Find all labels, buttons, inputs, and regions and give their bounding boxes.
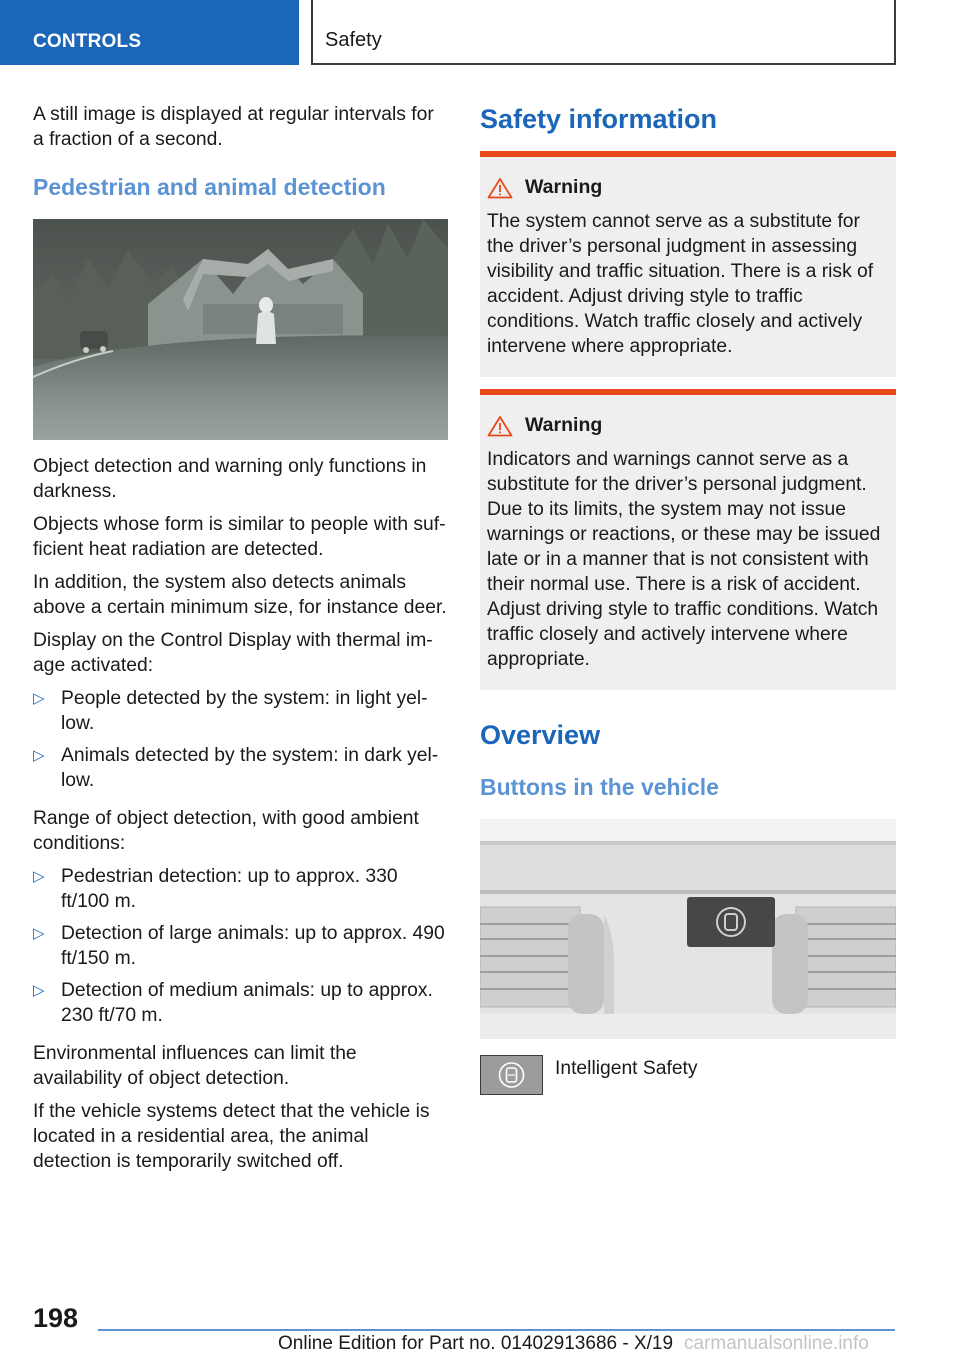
intelligent-safety-row	[480, 1055, 896, 1095]
thermal-image-figure	[33, 219, 448, 440]
triangle-bullet-icon: ▷	[33, 925, 45, 942]
pedestrian-detection-heading: Pedestrian and animal detection	[33, 174, 386, 200]
warning-text: The system cannot serve as a substitute for the driver’s personal judgment in assessing visibility and traffic situation. There is a risk of accident. Adjust driving style to traffic conditions. Watch traffic closely and actively intervene where appropriate.	[487, 211, 874, 357]
paragraph-darkness: Object detection and warning only functions in darkness.	[33, 456, 427, 502]
paragraph-range: Range of object detection, with good ambient conditions:	[33, 808, 419, 854]
list-item: ▷ Detection of large animals: up to approx. 490 ft/150 m.	[33, 923, 445, 969]
warning-header	[487, 414, 888, 437]
list-item: ▷ People detected by the system: in light yellow.	[33, 688, 428, 734]
left-column	[33, 102, 448, 1182]
paragraph-animals: In addition, the system also detects animals above a certain minimum size, for instance deer.	[33, 572, 447, 618]
edition-text: Online Edition for Part no. 01402913686 - X/19	[278, 1333, 674, 1354]
paragraph-environment: Environmental influences can limit the availability of object detection.	[33, 1043, 357, 1089]
chapter-title: Safety	[311, 0, 896, 65]
triangle-bullet-icon: ▷	[33, 747, 45, 764]
buttons-heading: Buttons in the vehicle	[480, 774, 719, 800]
right-column	[480, 102, 896, 1095]
intelligent-safety-label: Intelligent Safety	[555, 1058, 698, 1079]
paragraph-heat-radiation: Objects whose form is similar to people with sufficient heat radiation are detected.	[33, 514, 446, 560]
warning-box	[480, 151, 896, 377]
watermark: carmanualsonline.info	[684, 1333, 869, 1354]
triangle-bullet-icon: ▷	[33, 982, 45, 999]
warning-title: Warning	[525, 414, 603, 436]
warning-text: Indicators and warnings cannot serve as a substitute for the driver’s personal judgment. Due to its limits, the system may not issue warnings or reactions, or these may be issued late or in a manner that is not consistent with their normal use. There is a risk of accident. Adjust driving style to traffic conditions. Watch traffic closely and actively intervene where appropriate.	[487, 449, 881, 670]
section-tab: CONTROLS	[0, 0, 299, 65]
warning-header	[487, 176, 888, 199]
intro-paragraph: A still image is displayed at regular intervals for a fraction of a second.	[33, 104, 434, 150]
paragraph-residential: If the vehicle systems detect that the vehicle is located in a residential area, the animal detection is temporarily switched off.	[33, 1101, 430, 1172]
overview-heading: Overview	[480, 720, 601, 750]
color-list	[33, 686, 448, 793]
vehicle-buttons-figure	[480, 819, 896, 1039]
list-item: ▷ Animals detected by the system: in dark yellow.	[33, 745, 439, 791]
paragraph-display: Display on the Control Display with thermal image activated:	[33, 630, 433, 676]
footer-divider	[98, 1329, 895, 1331]
triangle-bullet-icon: ▷	[33, 868, 45, 885]
list-item: ▷ Detection of medium animals: up to approx. 230 ft/70 m.	[33, 980, 433, 1026]
range-list	[33, 864, 448, 1028]
warning-triangle-icon	[487, 177, 513, 199]
page-number: 198	[33, 1303, 79, 1333]
triangle-bullet-icon: ▷	[33, 690, 45, 707]
warning-triangle-icon	[487, 415, 513, 437]
safety-information-heading: Safety information	[480, 104, 718, 134]
intelligent-safety-button-icon	[480, 1055, 543, 1095]
warning-box	[480, 389, 896, 690]
warning-title: Warning	[525, 176, 603, 198]
list-item: ▷ Pedestrian detection: up to approx. 330 ft/100 m.	[33, 866, 398, 912]
